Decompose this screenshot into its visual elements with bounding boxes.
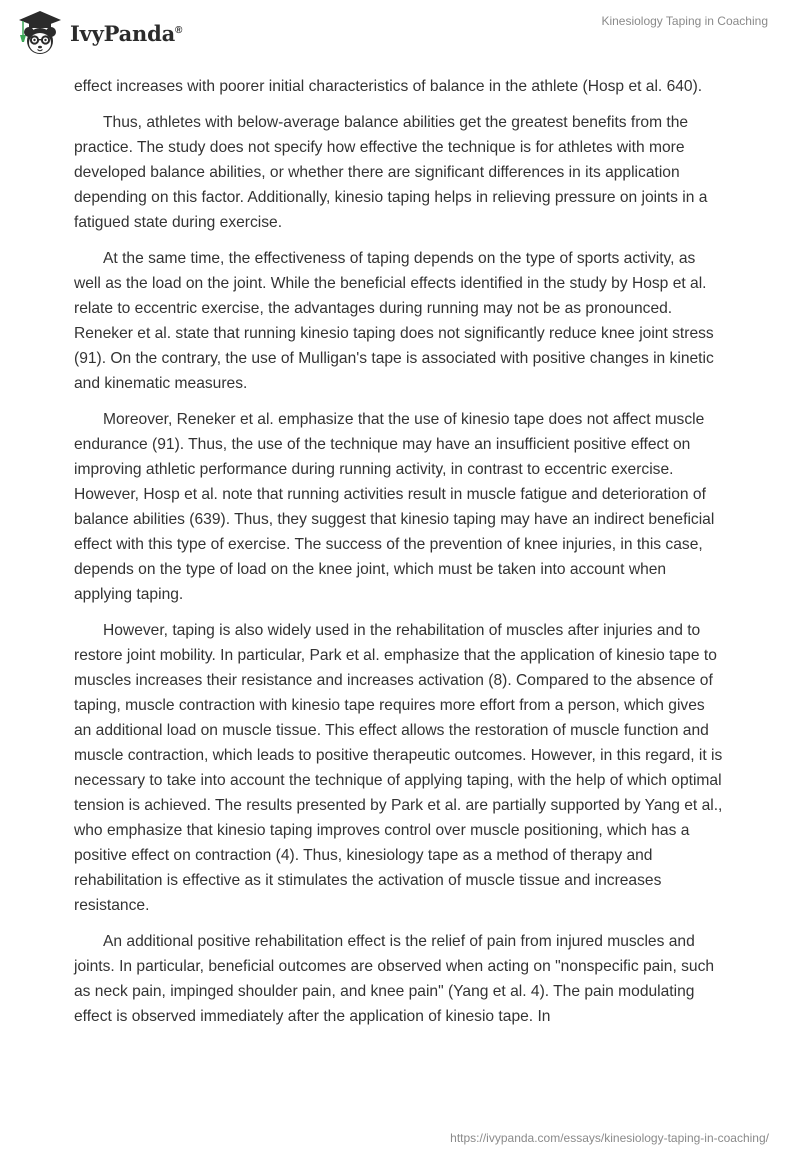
paragraph: However, taping is also widely used in the rehabilitation of muscles after injuries and to restore joint mobility. In particular, Park et al. emphasize that the application of kinesio tape to muscles increases their resistance and increases activation (8). Compared to the absence of taping, muscle contraction with kinesio tape requires more effort from a person, which gives an additional load on muscle tissue. This effect allows the restoration of muscle function and muscle contraction, which leads to positive therapeutic outcomes. However, in this regard, it is necessary to take into account the technique of applying taping, with the help of which optimal tension is achieved. The results presented by Park et al. are partially supported by Yang et al., who emphasize that kinesio taping improves control over muscle positioning, which has a positive effect on contraction (4). Thus, kinesiology tape as a method of therapy and rehabilitation is effective as it stimulates the activation of muscle tissue and increases resistance. bbox=[74, 622, 723, 914]
document-title: Kinesiology Taping in Coaching bbox=[601, 14, 768, 28]
paragraph: effect increases with poorer initial characteristics of balance in the athlete (Hosp et al. 640). bbox=[74, 78, 703, 95]
registered-mark: ® bbox=[175, 24, 183, 36]
panda-graduate-icon bbox=[14, 8, 66, 58]
paragraph: At the same time, the effectiveness of taping depends on the type of sports activity, as well as the load on the joint. While the beneficial effects identified in the study by Hosp et al. relate to eccentric exercise, the advantages during running may not be as pronounced. Reneker et al. state that running kinesio taping does not significantly reduce knee joint stress (91). On the contrary, the use of Mulligan's tape is associated with positive changes in kinetic and kinematic measures. bbox=[74, 250, 714, 392]
source-url-link[interactable]: https://ivypanda.com/essays/kinesiology-taping-in-coaching/ bbox=[450, 1131, 769, 1145]
page-header bbox=[0, 0, 800, 62]
ivypanda-logo[interactable] bbox=[14, 8, 182, 58]
paragraph: Moreover, Reneker et al. emphasize that the use of kinesio tape does not affect muscle endurance (91). Thus, the use of the technique may have an insufficient positive effect on improving athletic performance during running activity, in contrast to eccentric exercise. However, Hosp et al. note that running activities result in muscle fatigue and deterioration of balance abilities (639). Thus, they suggest that kinesio taping may have an indirect beneficial effect with this type of exercise. The success of the prevention of knee injuries, in this case, depends on the type of load on the knee joint, which must be taken into account when applying taping. bbox=[74, 411, 715, 603]
paragraph: Thus, athletes with below-average balance abilities get the greatest benefits from the practice. The study does not specify how effective the technique is for athletes with more developed balance abilities, or whether there are significant differences in its application depending on this factor. Additionally, kinesio taping helps in relieving pressure on joints in a fatigued state during exercise. bbox=[74, 114, 708, 231]
brand-name: IvyPanda® bbox=[70, 20, 183, 46]
paragraph: An additional positive rehabilitation effect is the relief of pain from injured muscles and joints. In particular, beneficial outcomes are observed when acting on "nonspecific pain, such as neck pain, impinged shoulder pain, and knee pain" (Yang et al. 4). The pain modulating effect is observed immediately after the application of kinesio tape. In bbox=[74, 933, 715, 1025]
essay-body bbox=[74, 74, 726, 1040]
